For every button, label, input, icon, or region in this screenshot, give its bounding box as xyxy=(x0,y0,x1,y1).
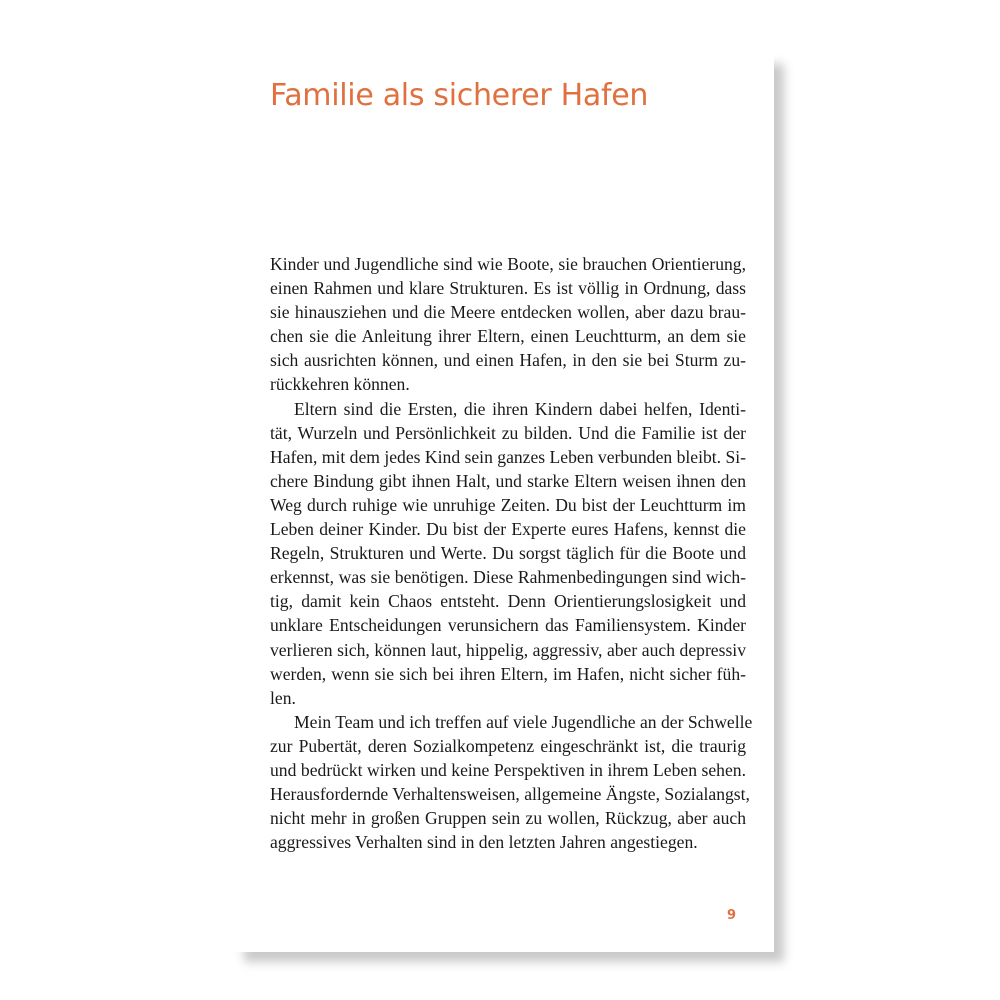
text-line: sich ausrichten können, und einen Hafen, in den sie bei Sturm zu- xyxy=(270,350,746,371)
text-line: Mein Team und ich treffen auf viele Jugendliche an der Schwelle xyxy=(294,711,753,732)
text-line: Kinder und Jugendliche sind wie Boote, sie brauchen Orientierung, xyxy=(270,254,746,274)
text-line: chen sie die Anleitung ihrer Eltern, einen Leuchtturm, an dem sie xyxy=(270,326,746,347)
text-line: einen Rahmen und klare Strukturen. Es ist völlig in Ordnung, dass xyxy=(270,278,746,299)
paragraph-3 xyxy=(270,710,753,855)
text-line: nicht mehr in großen Gruppen sein zu wollen, Rückzug, aber auch xyxy=(270,808,746,829)
text-line: erkennst, was sie benötigen. Diese Rahmenbedingungen sind wich- xyxy=(270,567,746,588)
text-line: Leben deiner Kinder. Du bist der Experte eures Hafens, kennst die xyxy=(270,519,746,540)
text-line: zur Pubertät, deren Sozialkompetenz eingeschränkt ist, die traurig xyxy=(270,735,746,756)
text-line: verlieren sich, können laut, hippelig, aggressiv, aber auch depressiv xyxy=(270,639,746,660)
book-page xyxy=(234,54,774,952)
text-line: Eltern sind die Ersten, die ihren Kindern dabei helfen, Identi- xyxy=(294,398,746,419)
paragraph-2 xyxy=(270,397,746,710)
text-line: tät, Wurzeln und Persönlichkeit zu bilden. Und die Familie ist der xyxy=(270,422,746,443)
text-line: Hafen, mit dem jedes Kind sein ganzes Leben verbunden bleibt. Si- xyxy=(270,446,746,467)
chapter-title: Familie als sicherer Hafen xyxy=(270,78,649,113)
text-line: chere Bindung gibt ihnen Halt, und starke Eltern weisen ihnen den xyxy=(270,470,746,491)
body-text xyxy=(270,252,753,854)
text-line: Herausfordernde Verhaltensweisen, allgemeine Ängste, Sozialangst, xyxy=(270,784,750,805)
text-line: len. xyxy=(270,687,296,708)
text-line: rückkehren können. xyxy=(270,374,410,395)
page-number: 9 xyxy=(726,908,736,923)
text-line: werden, wenn sie sich bei ihren Eltern, im Hafen, nicht sicher füh- xyxy=(270,663,746,684)
text-line: Regeln, Strukturen und Werte. Du sorgst täglich für die Boote und xyxy=(270,543,746,564)
text-line: und bedrückt wirken und keine Perspektiven in ihrem Leben sehen. xyxy=(270,759,746,780)
paragraph-1 xyxy=(270,252,746,397)
text-line: Weg durch ruhige wie unruhige Zeiten. Du bist der Leuchtturm im xyxy=(270,494,746,515)
text-line: sie hinausziehen und die Meere entdecken wollen, aber dazu brau- xyxy=(270,302,746,323)
text-line: aggressives Verhalten sind in den letzten Jahren angestiegen. xyxy=(270,832,698,853)
text-line: unklare Entscheidungen verunsichern das Familiensystem. Kinder xyxy=(270,615,746,636)
text-line: tig, damit kein Chaos entsteht. Denn Orientierungslosigkeit und xyxy=(270,591,746,612)
